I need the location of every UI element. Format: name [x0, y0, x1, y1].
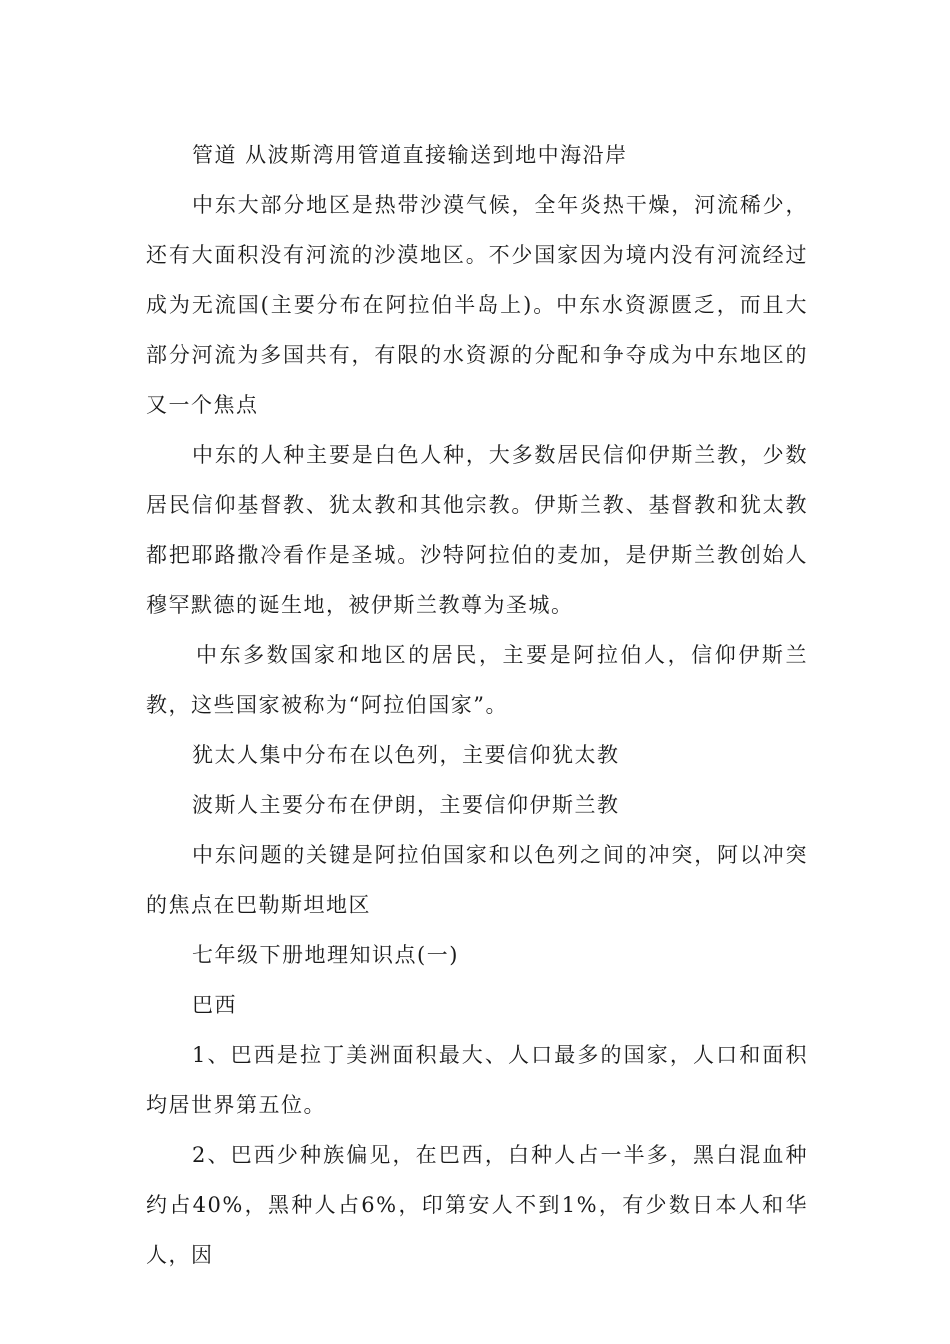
paragraph-climate-water: 中东大部分地区是热带沙漠气候，全年炎热干燥，河流稀少，还有大面积没有河流的沙漠地区。不少国家因为境内没有河流经过成为无流国(主要分布在阿拉伯半岛上)。中东水资源匮乏，而且大部分河流为多国共有，有限的水资源的分配和争夺成为中东地区的又一个焦点 — [146, 193, 808, 417]
paragraph-pipeline: 管道 从波斯湾用管道直接输送到地中海沿岸 — [192, 143, 628, 167]
paragraph-conflict: 中东问题的关键是阿拉伯国家和以色列之间的冲突，阿以冲突的焦点在巴勒斯坦地区 — [146, 843, 808, 917]
paragraph-race-religion: 中东的人种主要是白色人种，大多数居民信仰伊斯兰教，少数居民信仰基督教、犹太教和其他宗教。伊斯兰教、基督教和犹太教都把耶路撒冷看作是圣城。沙特阿拉伯的麦加，是伊斯兰教创始人穆罕默德的诞生地，被伊斯兰教尊为圣城。 — [146, 443, 808, 617]
paragraph-brazil-2: 2、巴西少种族偏见，在巴西，白种人占一半多，黑白混血种约占40%，黑种人占6%，印第安人不到1%，有少数日本人和华人，因 — [146, 1143, 808, 1267]
paragraph-brazil-1: 1、巴西是拉丁美洲面积最大、人口最多的国家，人口和面积均居世界第五位。 — [146, 1043, 808, 1117]
paragraph-arab-countries: 中东多数国家和地区的居民，主要是阿拉伯人，信仰伊斯兰教，这些国家被称为“阿拉伯国家”。 — [146, 643, 808, 717]
subsection-heading-brazil: 巴西 — [192, 993, 237, 1017]
paragraph-persians: 波斯人主要分布在伊朗，主要信仰伊斯兰教 — [192, 793, 620, 817]
paragraph-jews: 犹太人集中分布在以色列，主要信仰犹太教 — [192, 743, 620, 767]
section-heading: 七年级下册地理知识点(一) — [192, 943, 459, 967]
document-body — [146, 130, 808, 1280]
